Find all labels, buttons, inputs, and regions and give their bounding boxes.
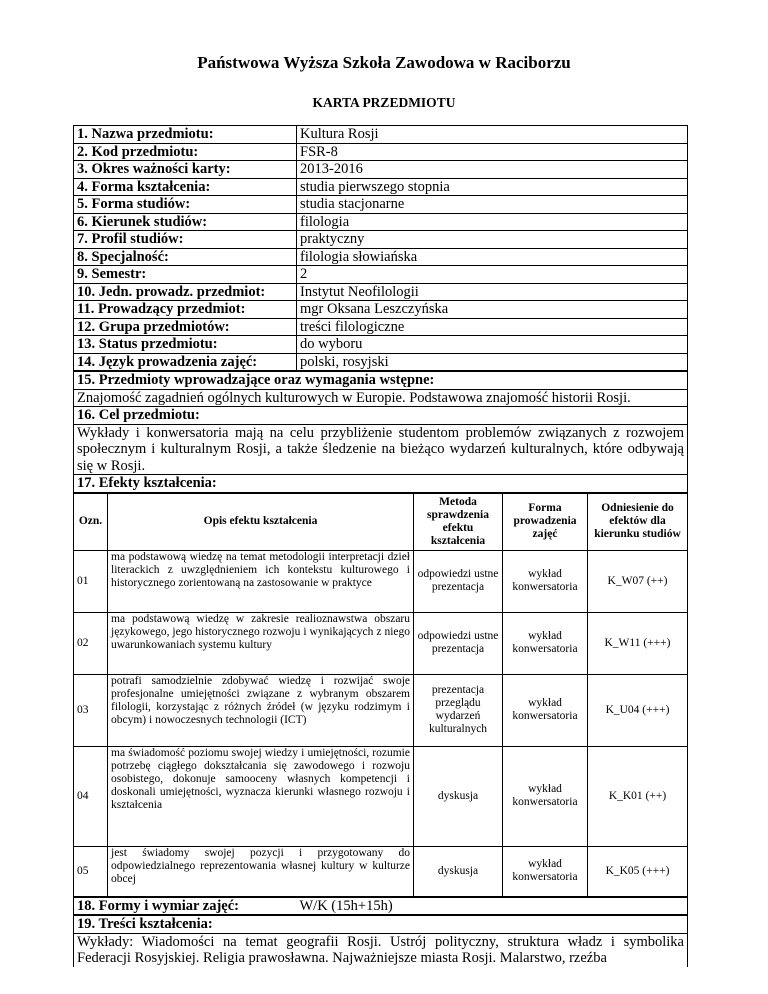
outcome-form: wykład konwersatoria: [503, 550, 588, 612]
outcome-code: 01: [74, 550, 108, 612]
info-row: [74, 178, 688, 196]
school-name: Państwowa Wyższa Szkoła Zawodowa w Raciborzu: [197, 53, 571, 72]
outcome-row: [74, 846, 688, 896]
info-value: treści filologiczne: [297, 318, 688, 336]
info-label: 9. Semestr:: [74, 266, 297, 284]
info-row: [74, 266, 688, 284]
outcome-method: dyskusja: [414, 846, 503, 896]
course-card: [73, 125, 688, 967]
col-header-metoda: Metoda sprawdzenia efektu kształcenia: [414, 493, 503, 550]
info-label: 7. Profil studiów:: [74, 231, 297, 249]
info-value: FSR-8: [297, 143, 688, 161]
col-header-forma: Forma prowadzenia zajęć: [503, 493, 588, 550]
outcome-description: jest świadomy swojej pozycji i przygotowany do odpowiedzialnego reprezentowania własnej kultury w kulturze obcej: [108, 846, 414, 896]
class-forms-value: W/K (15h+15h): [297, 897, 688, 915]
outcome-row: [74, 746, 688, 846]
info-label: 4. Forma kształcenia:: [74, 178, 297, 196]
class-forms-label: 18. Formy i wymiar zajęć:: [74, 897, 297, 915]
info-value: studia pierwszego stopnia: [297, 178, 688, 196]
info-row: [74, 248, 688, 266]
course-info-table: [73, 125, 688, 371]
outcome-code: 02: [74, 612, 108, 674]
info-row: [74, 318, 688, 336]
info-label: 11. Prowadzący przedmiot:: [74, 301, 297, 319]
outcome-form: wykład konwersatoria: [503, 746, 588, 846]
info-value: filologia słowiańska: [297, 248, 688, 266]
info-value: filologia: [297, 213, 688, 231]
outcome-description: ma świadomość poziomu swojej wiedzy i umiejętności, rozumie potrzebę ciągłego dokształcania się zawodowego i rozwoju osobistego, dokonuje samooceny własnych kompetencji i doskonali umiejętności, wyznacza kierunki własnego rozwoju i kształcenia: [108, 746, 414, 846]
prerequisites-section: [73, 371, 688, 493]
col-header-odniesienie: Odniesienie do efektów dla kierunku studiów: [588, 493, 688, 550]
info-value: do wyboru: [297, 336, 688, 354]
info-label: 8. Specjalność:: [74, 248, 297, 266]
course-content-text: Wykłady: Wiadomości na temat geografii Rosji. Ustrój polityczny, struktura władz i symbolika Federacji Rosyjskiej. Religia prawosławna. Najważniejsze miasta Rosji. Malarstwo, rzeźba: [74, 933, 688, 967]
outcome-row: [74, 550, 688, 612]
prerequisites-text: Znajomość zagadnień ogólnych kulturowych w Europie. Podstawowa znajomość historii Rosji.: [74, 389, 688, 407]
info-row: [74, 196, 688, 214]
outcome-reference: K_U04 (+++): [588, 674, 688, 746]
info-label: 1. Nazwa przedmiotu:: [74, 126, 297, 144]
info-value: praktyczny: [297, 231, 688, 249]
info-label: 5. Forma studiów:: [74, 196, 297, 214]
info-row: [74, 231, 688, 249]
outcome-form: wykład konwersatoria: [503, 612, 588, 674]
prerequisites-heading: 15. Przedmioty wprowadzające oraz wymagania wstępne:: [74, 372, 688, 390]
info-row: [74, 283, 688, 301]
outcome-form: wykład konwersatoria: [503, 674, 588, 746]
course-content-heading: 19. Treści kształcenia:: [74, 916, 688, 934]
info-label: 13. Status przedmiotu:: [74, 336, 297, 354]
info-label: 10. Jedn. prowadz. przedmiot:: [74, 283, 297, 301]
info-row: [74, 161, 688, 179]
info-row: [74, 336, 688, 354]
info-row: [74, 353, 688, 371]
outcome-method: dyskusja: [414, 746, 503, 846]
info-value: Kultura Rosji: [297, 126, 688, 144]
info-row: [74, 213, 688, 231]
outcome-method: prezentacja przeglądu wydarzeń kulturalnych: [414, 674, 503, 746]
info-value: polski, rosyjski: [297, 353, 688, 371]
outcome-method: odpowiedzi ustne prezentacja: [414, 550, 503, 612]
outcome-code: 05: [74, 846, 108, 896]
outcome-reference: K_W11 (+++): [588, 612, 688, 674]
class-forms-section: [73, 897, 688, 916]
outcome-form: wykład konwersatoria: [503, 846, 588, 896]
outcome-row: [74, 612, 688, 674]
outcome-reference: K_K01 (++): [588, 746, 688, 846]
info-row: [74, 301, 688, 319]
info-label: 14. Język prowadzenia zajęć:: [74, 353, 297, 371]
course-goal-heading: 16. Cel przedmiotu:: [74, 407, 688, 425]
outcome-method: odpowiedzi ustne prezentacja: [414, 612, 503, 674]
info-value: studia stacjonarne: [297, 196, 688, 214]
outcome-reference: K_K05 (+++): [588, 846, 688, 896]
learning-outcomes-heading: 17. Efekty kształcenia:: [74, 475, 688, 493]
outcome-row: [74, 674, 688, 746]
outcome-code: 04: [74, 746, 108, 846]
col-header-ozn: Ozn.: [74, 493, 108, 550]
learning-outcomes-table: [73, 493, 688, 897]
info-row: [74, 126, 688, 144]
course-content-section: [73, 915, 688, 967]
outcome-code: 03: [74, 674, 108, 746]
info-label: 6. Kierunek studiów:: [74, 213, 297, 231]
info-label: 3. Okres ważności karty:: [74, 161, 297, 179]
info-value: 2013-2016: [297, 161, 688, 179]
outcome-reference: K_W07 (++): [588, 550, 688, 612]
outcome-description: ma podstawową wiedzę w zakresie realioznawstwa obszaru językowego, jego historycznego rozwoju i wynikających z niego uwarunkowaniach systemu kultury: [108, 612, 414, 674]
info-value: Instytut Neofilologii: [297, 283, 688, 301]
info-row: [74, 143, 688, 161]
document-title: KARTA PRZEDMIOTU: [312, 95, 456, 110]
course-goal-text: Wykłady i konwersatoria mają na celu przybliżenie studentom problemów związanych z rozwojem społecznym i kulturalnym Rosji, a także śledzenie na bieżąco wydarzeń kulturalnych, które odbywają się w Rosji.: [74, 424, 688, 475]
info-label: 2. Kod przedmiotu:: [74, 143, 297, 161]
outcome-description: potrafi samodzielnie zdobywać wiedzę i rozwijać swoje profesjonalne umiejętności związane z wybranym obszarem filologii, korzystając z różnych źródeł (w języku rodzimym i obcym) i nowoczesnych technologii (ICT): [108, 674, 414, 746]
info-value: 2: [297, 266, 688, 284]
col-header-opis: Opis efektu kształcenia: [108, 493, 414, 550]
outcome-description: ma podstawową wiedzę na temat metodologii interpretacji dzieł literackich z uwzględnieniem ich kontekstu kulturowego i historycznego zorientowaną na zastosowanie w praktyce: [108, 550, 414, 612]
info-label: 12. Grupa przedmiotów:: [74, 318, 297, 336]
info-value: mgr Oksana Leszczyńska: [297, 301, 688, 319]
